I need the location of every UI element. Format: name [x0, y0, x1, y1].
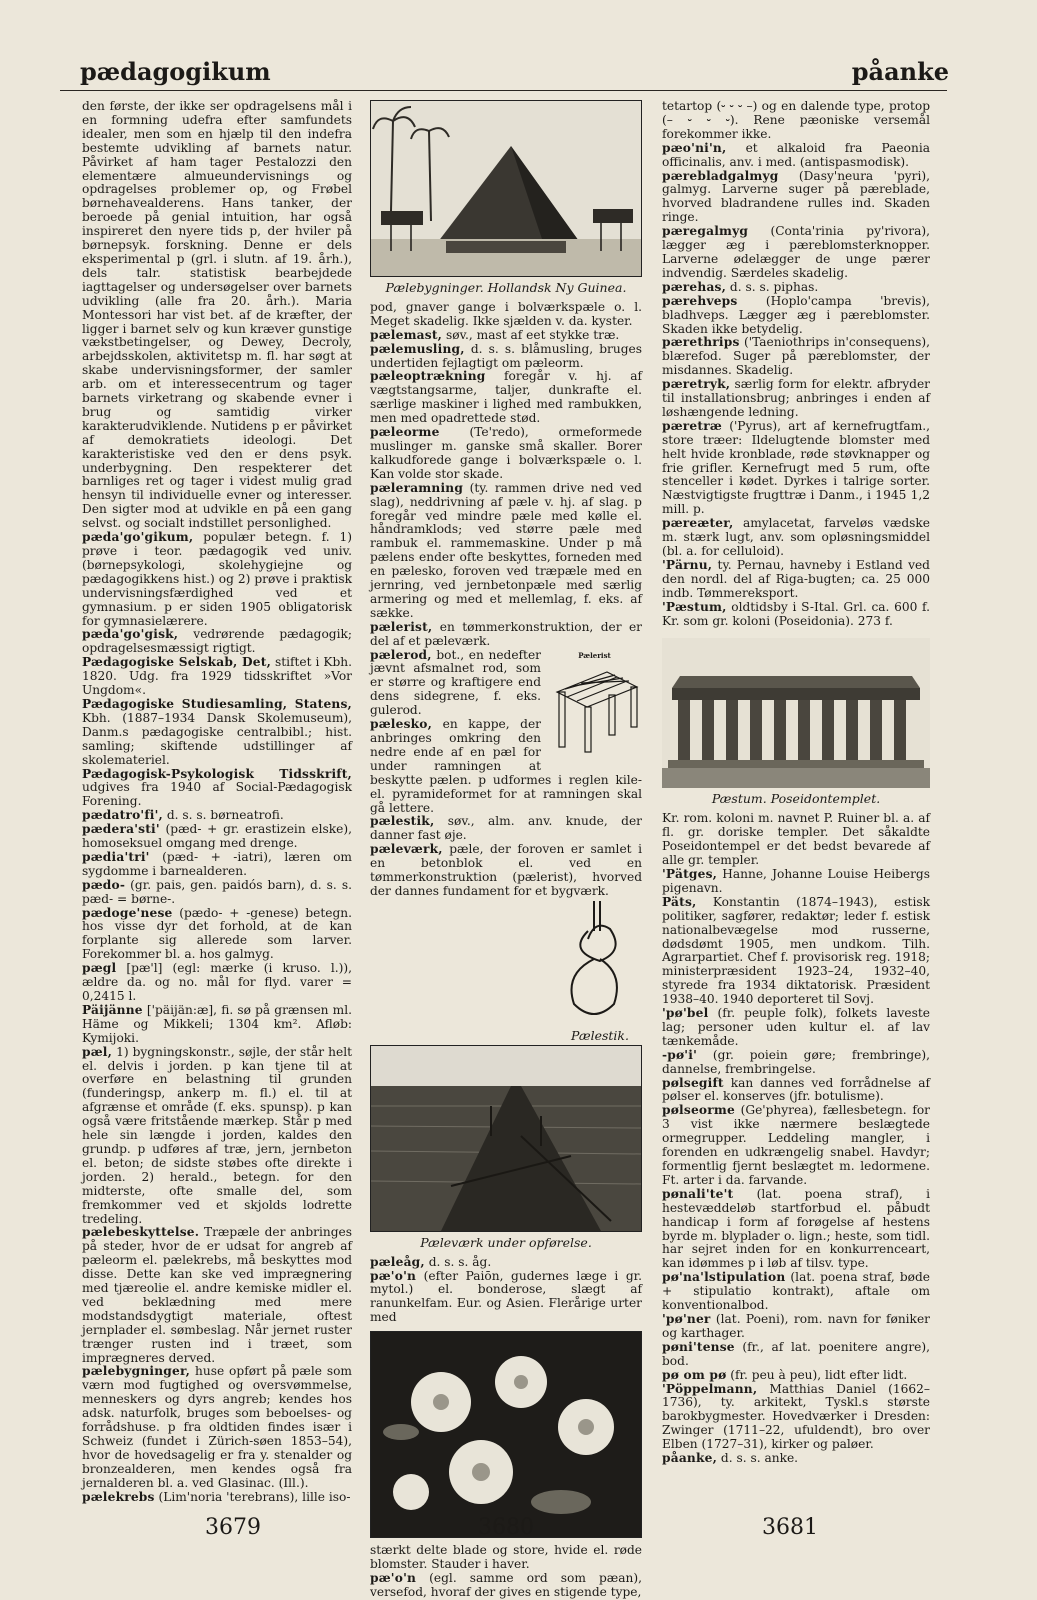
dictionary-entry — [82, 100, 352, 531]
entry-headword: pælemusling, — [370, 341, 465, 356]
knot-drawing — [558, 901, 642, 1021]
pier-image — [371, 1046, 641, 1231]
entry-headword: pø om pø — [662, 1367, 727, 1382]
guide-word-left: pædagogikum — [80, 57, 271, 86]
dictionary-entry — [662, 896, 930, 1007]
dictionary-entry — [82, 628, 352, 656]
entry-body: (gr. poiein gøre; frembringe), dannelse, frembringelse. — [662, 1047, 930, 1076]
entry-headword: pæretryk, — [662, 377, 731, 392]
entry-headword: Pædagogiske Studiesamling, Statens, — [82, 696, 352, 711]
entry-body: (egl. samme ord som pæan), versefod, hvoraf der gives en stigende type, — [370, 1570, 642, 1599]
entry-headword: pædia'tri' — [82, 849, 150, 864]
entry-body: stærkt delte blade og store, hvide el. røde blomster. Stauder i haver. — [370, 1543, 642, 1572]
entry-body: populær betegn. f. 1) prøve i teor. pædagogik ved univ. (børnepsykologi, skolehygiejne og pædagogikkens hist.) og 2) prøve i praktisk undervisningsfærdighed ved et gymnasium. p er siden 1905 obligatorisk for gymnasielærere. — [82, 530, 352, 628]
dictionary-entry — [370, 1544, 642, 1572]
entry-body: bot., en nedefter jævnt afsmalnet rod, som er større og kraftigere end dens sidegrene, f. eks. gulerod. — [370, 647, 541, 718]
dictionary-entry — [82, 768, 352, 810]
entry-headword: pælesko, — [370, 717, 433, 732]
entry-headword: pølsegift — [662, 1075, 724, 1090]
entry-headword: pælestik, — [370, 814, 435, 829]
figure-stilt-houses — [370, 100, 642, 295]
entry-headword: pærebladgalmyg — [662, 168, 779, 183]
entry-headword: pærethrips — [662, 335, 740, 350]
entry-body: (pædo- + -genese) betegn. hos visse dyr det forhold, at de kan forplante sig allerede som larver. Forekommer bl. a. hos galmyg. — [82, 905, 352, 962]
entry-headword: pælerist, — [370, 619, 433, 634]
entry-headword: Päts, — [662, 894, 697, 909]
entry-headword: pælebygninger, — [82, 1364, 191, 1379]
entry-headword: pælemast, — [370, 327, 443, 342]
entry-headword: pægl — [82, 961, 117, 976]
entry-body: foregår v. hj. af vægtstangsarme, taljer, dunkrafte el. særlige maskiner i lighed med rambukken, men med opadrettede stød. — [370, 369, 642, 426]
entry-body: (efter Paiōn, gudernes læge i gr. mytol.) el. bonderose, slægt af ranunkelfam. Eur. og Asien. Flerårige urter med — [370, 1268, 642, 1325]
entry-headword: Päijänne — [82, 1002, 143, 1017]
entry-body: (fr. peu à peu), lidt efter lidt. — [726, 1367, 908, 1382]
entry-body: (Lim'noria 'terebrans), lille iso- — [154, 1489, 351, 1504]
entry-body: (Te'redo), ormeformede muslinger m. ganske små skaller. Borer kalkudforede gange i bolværkspæle o. l. Kan volde stor skade. — [370, 425, 642, 481]
dictionary-entry — [82, 962, 352, 1004]
entry-headword: pæleramning — [370, 480, 464, 495]
dictionary-entry — [662, 1341, 930, 1369]
caption-stilt-houses: Pælebygninger. Hollandsk Ny Guinea. — [385, 280, 627, 295]
entries-col3-b — [662, 812, 930, 1466]
entry-headword: pæleoptrækning — [370, 369, 486, 384]
entry-body: den første, der ikke ser opdragelsens mål i en formning udefra efter samfundets idealer, men som en hjælp til den indefra bestemte udvikling af barnets natur. Påvirket af ham tager Pestalozzi den elementære almueundervisnings og opdragelses problemer op, og Frøbel børnehavealderens. Hans tanker, der beroede på genial intuition, har også inspireret den nyere tids p, der hviler på børnepsyk. forskning. Denne er dels eksperimental p (grl. i slutn. af 19. årh.), dels talr. statistisk bearbejdede iagttagelser og undersøgelser over barnets udvikling (alle fra 20. årh.). Maria Montessori har vist bet. af de kræfter, der ligger i barnet selv og kun kræver gunstige vækstbetingelser, og Dewey, Decroly, arbejdsskolen, aktivitetsp m. fl. har søgt at skabe undervisningsformer, der samler arb. om et interessecentrum og tager barnets virketrang og skabende evner i brug og samtidig virker karakterudviklende. Nutidens p er påvirket af demokratiets ideologi. Det karakteristiske ved den er dens psyk. underbygning. Den respekterer det barnliges ret og tager i videst mulig grad hensyn til individuelle evner og interesser. Den sigter mod at udvikle en på een gang selvst. og socialt indstillet personlighed. — [82, 99, 352, 531]
entry-body: (Hoplo'campa 'brevis), bladhveps. Lægger æg i pæreblomster. Skaden ikke betydelig. — [662, 293, 930, 336]
entry-body: d. s. s. blåmusling, bruges undertiden fejlagtigt om pæleorm. — [370, 341, 642, 370]
entry-body: (lat. poena straf), i hestevæddeløb startforbud el. påbudt handicap i form af forøgelse af hestens byrde m. blyplader o. lign.; heste, som tidl. har sejret inden for en konkurrenceart, kan idømmes p i løb af tilsv. type. — [662, 1186, 930, 1271]
figure-peony — [370, 1331, 642, 1538]
entry-headword: pærehas, — [662, 279, 727, 294]
dictionary-entry — [82, 1365, 352, 1490]
entry-body: 1) bygningskonstr., søjle, der står helt el. delvis i jorden. p kan tjene til at overføre en belastning til grunden (funderingsp, ankerp m. fl.) el. til at afgrænse et område (f. eks. spunsp). p kan også være fritstående mærkep. Står p med hele sin længde i jorden, kaldes den grundp. p udføres af træ, jern, jernbeton el. beton; de sidste støbes ofte direkte i jorden. 2) herald., betegn. for den midterste, ofte smalle del, som fremkommer ved et skjolds lodrette tredeling. — [82, 1044, 352, 1226]
dictionary-entry — [662, 378, 930, 420]
entry-headword: pæl, — [82, 1044, 113, 1059]
entry-headword: pæregalmyg — [662, 224, 749, 239]
entry-body: kan dannes ved forrådnelse af pølser el. konserves (jfr. botulisme). — [662, 1075, 930, 1104]
dictionary-entry — [370, 1256, 642, 1270]
dictionary-entry — [662, 559, 930, 601]
entry-body: Hanne, Johanne Louise Heibergs pigenavn. — [662, 866, 930, 895]
dictionary-entry — [370, 621, 642, 649]
grid-label: Pælerist — [578, 650, 611, 660]
entry-body: ty. Pernau, havneby i Estland ved den nordl. del af Riga-bugten; ca. 25 000 indb. Tømmereksport. — [662, 557, 930, 600]
entry-headword: 'Pärnu, — [662, 557, 713, 572]
entry-headword: pædatro'fi', — [82, 808, 163, 823]
entry-body: (fr. peuple folk), folkets laveste lag; personer uden kultur el. af lav tænkemåde. — [662, 1006, 930, 1048]
entry-body: stiftet i Kbh. 1820. Udg. fra 1929 tidsskriftet »Vor Ungdom«. — [82, 655, 352, 698]
dictionary-entry — [662, 225, 930, 281]
entry-headword: 'Pæstum, — [662, 599, 727, 614]
photo-temple — [662, 638, 930, 788]
entry-headword: 'Pätges, — [662, 866, 718, 881]
entry-headword: pædera'sti' — [82, 822, 160, 837]
entry-body: [pæ'l] (egl: mærke (i kruso. l.)), ældre da. og no. mål for flyd. varer = 0,2415 l. — [82, 961, 352, 1003]
dictionary-entry — [662, 812, 930, 868]
entry-headword: pæda'go'gisk, — [82, 627, 179, 642]
entry-body: (lat. poena straf, bøde + stipulatio kontrakt), aftale om konventionalbod. — [662, 1270, 930, 1313]
entry-body: (Ge'phyrea), fællesbetegn. for 3 vist ikke nærmere beslægtede ormegrupper. Leddeling mangler, i forenden en udkrængelig snabel. Havdyr; formentlig fjernt beslægtet m. ledormene. Ft. arter i da. farvande. — [662, 1103, 930, 1187]
entry-body: tetartop (⏑ ⏑ ⏑ –) og en dalende type, protop (– ⏑ ⏑ ⏑). Rene pæoniske versemål forekommer ikke. — [662, 99, 930, 141]
dictionary-entry — [662, 1271, 930, 1313]
dictionary-entry — [662, 1383, 930, 1453]
dictionary-entry — [370, 482, 642, 621]
entries-col2-d — [370, 1544, 642, 1600]
entry-body: (pæd- + gr. erastizein elske), homoseksuel omgang med drenge. — [82, 822, 352, 851]
entry-body: pod, gnaver gange i bolværkspæle o. l. Meget skadelig. Ikke sjælden v. da. kyster. — [370, 299, 642, 328]
entry-body: ('Pyrus), art af kernefrugtfam., store træer: Ildelugtende blomster med helt hvide kronblade, røde støvknapper og frie grifler. Kernefrugt med 5 rum, ofte stenceller i kødet. Dyrkes i talrige sorter. Næstvigtigste frugttræ i Danm., i 1945 1,2 mill. p. — [662, 418, 930, 517]
entry-body: (lat. Poeni), rom. navn for føniker og karthager. — [662, 1311, 930, 1340]
entry-headword: -pø'i' — [662, 1047, 698, 1062]
dictionary-entry — [662, 1313, 930, 1341]
entry-headword: pæ'o'n — [370, 1268, 417, 1283]
dictionary-entry — [370, 329, 642, 343]
entry-body: d. s. s. piphas. — [726, 279, 819, 294]
dictionary-entry — [662, 868, 930, 896]
dictionary-entry — [82, 1226, 352, 1365]
entry-headword: pælekrebs — [82, 1489, 155, 1504]
entry-headword: pæleværk, — [370, 842, 443, 857]
entry-headword: pædoge'nese — [82, 905, 173, 920]
dictionary-entry — [370, 370, 642, 426]
entry-body: Matthias Daniel (1662–1736), ty. arkitekt, Tyskl.s største barokbygmester. Hovedværker i Dresden: Zwinger (1711–22, ufuldendt), bro over Elben (1727–31), kirker og paløer. — [662, 1381, 930, 1452]
entry-body: en kappe, der anbringes omkring den nedre ende af en pæl for under ramningen at beskytte pælen. p udformes i reglen kile- el. pyramideformet for at ramningen skal gå lettere. — [370, 717, 642, 815]
entry-headword: pædo- — [82, 877, 126, 892]
dictionary-entry — [662, 1369, 930, 1383]
page-number-left: 3679 — [205, 1515, 261, 1540]
entry-body: (pæd- + -iatri), læren om sygdomme i barnealderen. — [82, 849, 352, 878]
entry-headword: pønali'te't — [662, 1186, 734, 1201]
stilt-houses-image — [371, 101, 641, 276]
dictionary-entry — [662, 1452, 930, 1466]
entries-col3-a — [662, 100, 930, 628]
photo-stilt-houses — [370, 100, 642, 277]
entry-body: ('Taeniothrips in'consequens), blærefod. Suger på pæreblomster, der misdannes. Skadelig. — [662, 335, 930, 378]
dictionary-entry — [370, 426, 642, 482]
dictionary-entry — [82, 851, 352, 879]
caption-knot: Pælestik. — [571, 1027, 629, 1043]
dictionary-entry — [82, 1004, 352, 1046]
entry-headword: pæleåg, — [370, 1254, 425, 1269]
dictionary-entry — [82, 809, 352, 823]
entries-col2-c — [370, 1256, 642, 1326]
dictionary-entry — [370, 343, 642, 371]
dictionary-entry — [370, 1270, 642, 1326]
entry-headword: pærehveps — [662, 293, 738, 308]
entry-headword: pæleorme — [370, 425, 440, 440]
caption-temple: Pæstum. Poseidontemplet. — [711, 791, 881, 807]
figure-temple — [662, 638, 930, 806]
dictionary-entry — [662, 1049, 930, 1077]
dictionary-entry — [662, 1077, 930, 1105]
entry-body: en tømmerkonstruktion, der er del af et pæleværk. — [370, 619, 642, 648]
dictionary-entry — [370, 843, 642, 899]
column-3 — [662, 100, 930, 1520]
dictionary-entry — [662, 281, 930, 295]
entry-headword: pæo'ni'n, — [662, 140, 727, 155]
entry-body: oldtidsby i S-Ital. Grl. ca. 600 f. Kr. som gr. koloni (Poseidonia). 273 f. — [662, 599, 930, 628]
dictionary-entry — [662, 420, 930, 517]
entry-headword: pælebeskyttelse. — [82, 1225, 200, 1240]
dictionary-entry — [82, 1491, 352, 1505]
page-number-right: 3681 — [762, 1515, 818, 1540]
entry-headword: pøni'tense — [662, 1339, 735, 1354]
entry-body: udgives fra 1940 af Social-Pædagogisk Forening. — [82, 780, 352, 809]
entries-col1 — [82, 100, 352, 1505]
entry-headword: pæreæter, — [662, 516, 734, 531]
dictionary-entry — [662, 1188, 930, 1271]
entry-body: d. s. s. åg. — [424, 1254, 492, 1269]
entry-body: d. s. s. børneatrofi. — [162, 808, 284, 823]
entries-col2-a — [370, 301, 642, 649]
photo-peony — [370, 1331, 642, 1538]
entry-body: søv., mast af eet stykke træ. — [442, 327, 620, 342]
entry-headword: Pædagogisk-Psykologisk Tidsskrift, — [82, 766, 352, 781]
entry-body: d. s. s. anke. — [717, 1451, 799, 1466]
entry-body: Kbh. (1887–1934 Dansk Skolemuseum), Danm.s pædagogiske centralbibl.; hist. samling; skiftende udstillinger af skolemateriel. — [82, 710, 352, 767]
dictionary-entry — [82, 531, 352, 628]
pile-grid-drawing — [547, 662, 642, 757]
dictionary-entry — [370, 815, 642, 843]
entry-body: (Conta'rinia py'rivora), lægger æg i pæreblomsterknopper. Larverne ødelægger de unge pærer indvendig. Særdeles skadelig. — [662, 224, 930, 280]
dictionary-entry — [662, 142, 930, 170]
entry-headword: påanke, — [662, 1451, 718, 1466]
entry-body: (gr. pais, gen. paidós barn), d. s. s. pæd- = børne-. — [82, 877, 352, 906]
dictionary-entry — [662, 100, 930, 142]
dictionary-entry — [82, 656, 352, 698]
entry-headword: 'pø'bel — [662, 1006, 709, 1021]
temple-image — [662, 638, 930, 788]
entry-headword: pæ'o'n — [370, 1570, 417, 1585]
dictionary-entry — [662, 295, 930, 337]
entry-headword: 'Pöppelmann, — [662, 1381, 758, 1396]
entry-headword: pæretræ — [662, 418, 722, 433]
entry-headword: Pædagogiske Selskab, Det, — [82, 655, 272, 670]
entry-body: Konstantin (1874–1943), estisk politiker, sagfører, redaktør; leder f. estisk nationalbevægelse mod russerne, dødsdømt 1905, men undkom. Tilh. Agrarpartiet. Chef f. provisorisk reg. 1918; ministerpræsident 1923–24, 1932–40, styrede fra 1934 diktatorisk. Præsident 1938–40. 1940 deporteret til Sovj. — [662, 894, 930, 1007]
entry-headword: pølseorme — [662, 1103, 735, 1118]
figure-grid — [547, 649, 642, 762]
page-number-middle: 3680 — [478, 1515, 534, 1540]
dictionary-entry — [82, 698, 352, 768]
entry-body: (ty. rammen drive ned ved slag), neddrivning af pæle v. hj. af slag. p foregår ved mindre pæle med kølle el. håndramklods; ved større pæle med rambuk el. rammemaskine. Under p må pælens ender ofte beskyttes, forneden med en pælesko, foroven ved træpæle med en jernring, ved jernbetonpæle med særlig armering og med et mellemlag, f. eks. af sække. — [370, 480, 642, 620]
entry-body: Træpæle der anbringes på steder, hvor de er udsat for angreb af pæleorm el. pælekrebs, må beskyttes mod disse. Dette kan ske ved imprægnering med tjæreolie el. andre kemiske midler el. ved beklædning med mere modstandsdygtigt materiale, oftest jernplader el. sømbeslag. Når jernet ruster trænger rusten ind i træet, som imprægneres derved. — [82, 1225, 352, 1365]
entry-headword: pæda'go'gikum, — [82, 530, 194, 545]
entry-headword: 'pø'ner — [662, 1311, 711, 1326]
entry-body: huse opført på pæle som værn mod fugtighed og oversvømmelse, menneskers og dyrs angreb; kendes hos adsk. naturfolk, bruges som beboelses- og forrådshuse. p fra oldtiden findes især i Schweiz (fundet i Zürich-søen 1853–54), hvor de hovedsagelig er fra y. stenalder og bronzealderen, men kendes også fra jernalderen bl. a. ved Glasinac. (Ill.). — [82, 1364, 352, 1490]
column-1 — [82, 100, 352, 1520]
entry-body: Kr. rom. koloni m. navnet P. Ruiner bl. a. af fl. gr. doriske templer. Det såkaldte Poseidontempel er det bedst bevarede af alle gr. templer. — [662, 811, 930, 868]
dictionary-entry — [82, 879, 352, 907]
dictionary-entry — [662, 1007, 930, 1049]
dictionary-entry — [370, 301, 642, 329]
dictionary-entry — [82, 1046, 352, 1227]
photo-pier — [370, 1045, 642, 1232]
entry-body: ['päijän:æ], fi. sø på grænsen ml. Häme og Mikkeli; 1304 km². Afløb: Kymijoki. — [82, 1002, 352, 1045]
entry-body: amylacetat, farveløs vædske m. stærk lugt, anv. som opløsningsmiddel (bl. a. for celluloid). — [662, 516, 930, 558]
figure-knot — [558, 901, 642, 1043]
entry-body: (Dasy'neura 'pyri), galmyg. Larverne suger på pæreblade, hvorved bladrandene rulles ind. Skaden ringe. — [662, 168, 930, 225]
page-header — [60, 40, 947, 91]
entry-body: vedrørende pædagogik; opdragelsesmæssigt rigtigt. — [82, 627, 352, 656]
entry-headword: pælerod, — [370, 647, 432, 662]
dictionary-entry — [662, 1104, 930, 1187]
dictionary-entry — [662, 336, 930, 378]
caption-pier: Pæleværk under opførelse. — [420, 1234, 592, 1250]
entry-body: pæle, der foroven er samlet i en betonblok el. ved en tømmerkonstruktion (pælerist), hvorved der dannes fundament for et bygværk. — [370, 842, 642, 898]
peony-image — [371, 1332, 641, 1537]
entry-body: et alkaloid fra Paeonia officinalis, anv. i med. (antispasmodisk). — [662, 140, 930, 169]
dictionary-entry — [82, 907, 352, 963]
dictionary-entry — [662, 170, 930, 226]
dictionary-entry — [662, 517, 930, 559]
dictionary-entry — [662, 601, 930, 629]
figure-pier — [370, 1045, 642, 1250]
dictionary-entry — [82, 823, 352, 851]
dictionary-entry — [370, 1572, 642, 1600]
guide-word-right: påanke — [851, 57, 949, 86]
entry-body: særlig form for elektr. afbryder til installationsbrug; anbringes i enden af løshængende ledning. — [662, 377, 930, 419]
entry-body: søv., alm. anv. knude, der danner fast øje. — [370, 814, 642, 843]
entry-body: (fr., af lat. poenitere angre), bod. — [662, 1339, 930, 1368]
entry-headword: pø'na'lstipulation — [662, 1270, 786, 1285]
